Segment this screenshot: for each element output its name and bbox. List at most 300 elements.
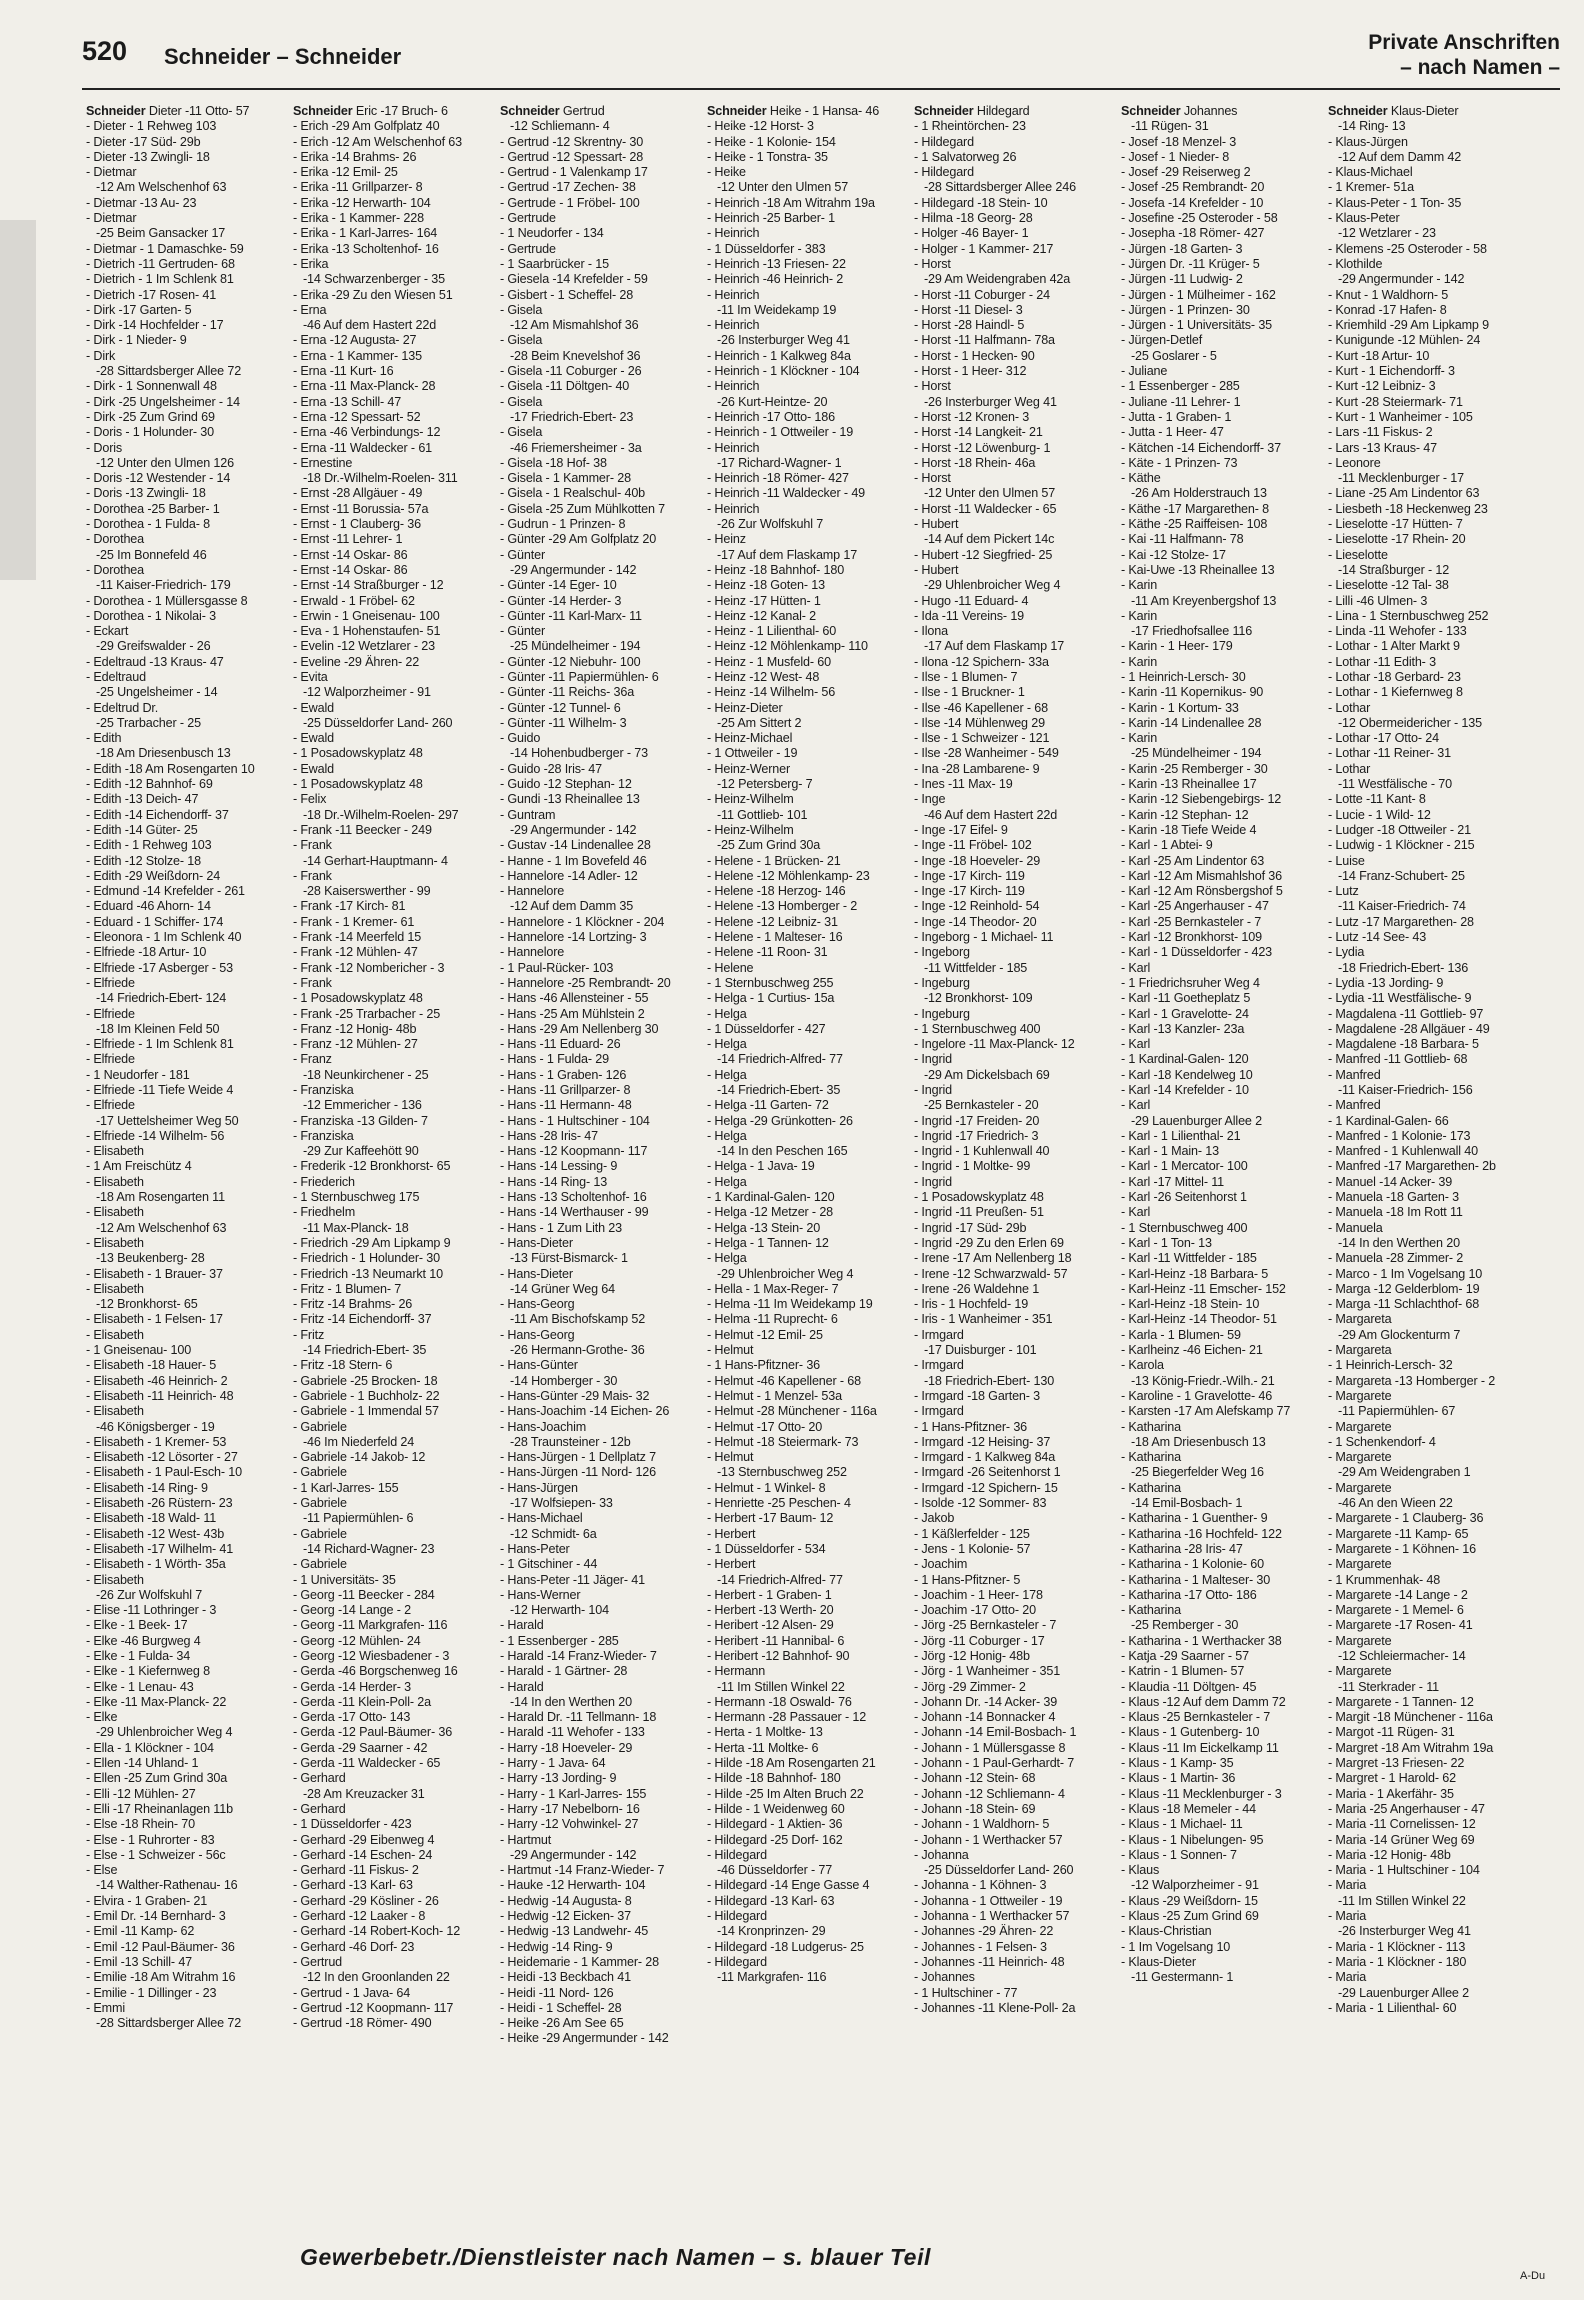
directory-entry	[1121, 1221, 1321, 1236]
directory-entry	[1328, 226, 1528, 241]
entry-text: - Erika -14 Brahms- 26	[293, 149, 417, 164]
directory-entry	[1121, 119, 1321, 134]
directory-entry	[500, 746, 700, 761]
directory-entry	[707, 1557, 907, 1572]
entry-text: - Hans-Jürgen - 1 Dellplatz 7	[500, 1450, 656, 1465]
entry-text: - Franz	[293, 1052, 332, 1067]
entry-text: -25 Bernkasteler - 20	[924, 1098, 1039, 1113]
directory-entry	[1121, 303, 1321, 318]
entry-text: - Kriemhild -29 Am Lipkamp 9	[1328, 318, 1489, 333]
entry-text: - Margret - 1 Harold- 62	[1328, 1771, 1456, 1786]
directory-entry	[707, 1236, 907, 1251]
entry-text: - Lutz -17 Margarethen- 28	[1328, 914, 1474, 929]
directory-entry	[293, 486, 493, 501]
entry-text: - Hildegard	[914, 165, 974, 180]
entry-text: - Manfred -11 Gottlieb- 68	[1328, 1052, 1468, 1067]
entry-text: - Karl	[1121, 1205, 1151, 1220]
directory-entry	[500, 1159, 700, 1174]
entry-text: - Margarete - 1 Tannen- 12	[1328, 1694, 1474, 1709]
directory-entry	[1328, 1695, 1528, 1710]
entry-text: - Ilse - 1 Blumen- 7	[914, 669, 1018, 684]
entry-text: - Johann -18 Stein- 69	[914, 1801, 1036, 1816]
entry-text: - Helmut -17 Otto- 20	[707, 1419, 823, 1434]
directory-entry	[1121, 961, 1321, 976]
directory-entry	[707, 1404, 907, 1419]
directory-entry	[500, 1986, 700, 2001]
directory-entry	[293, 1374, 493, 1389]
directory-entry	[707, 1802, 907, 1817]
entry-text: - Elli -12 Mühlen- 27	[86, 1786, 196, 1801]
entry-text: - Elke -46 Burgweg 4	[86, 1633, 201, 1648]
directory-entry	[1328, 930, 1528, 945]
entry-text: -14 Auf dem Pickert 14c	[924, 532, 1055, 547]
directory-entry	[1328, 1863, 1528, 1878]
directory-entry	[86, 945, 286, 960]
directory-entry	[914, 945, 1114, 960]
directory-entry	[293, 1511, 493, 1526]
directory-entry	[293, 502, 493, 517]
directory-entry	[500, 1450, 700, 1465]
entry-text: - Ilse -14 Mühlenweg 29	[914, 715, 1045, 730]
directory-entry	[1328, 1175, 1528, 1190]
entry-text: - Gerda -29 Saarner - 42	[293, 1740, 428, 1755]
directory-entry	[1328, 2001, 1528, 2016]
entry-text: -14 Friedrich-Alfred- 77	[717, 1052, 843, 1067]
directory-entry	[914, 395, 1114, 410]
entry-text: - Ingrid -11 Preußen- 51	[914, 1205, 1044, 1220]
directory-entry	[707, 777, 907, 792]
entry-text: - Margarete	[1328, 1664, 1392, 1679]
directory-entry	[914, 701, 1114, 716]
directory-entry	[1328, 272, 1528, 287]
directory-entry	[293, 1068, 493, 1083]
entry-text: - Ernst -14 Straßburger - 12	[293, 578, 444, 593]
entry-text: - Klaus-Jürgen	[1328, 134, 1408, 149]
directory-entry	[1328, 257, 1528, 272]
entry-text: - Kai -11 Halfmann- 78	[1121, 532, 1244, 547]
entry-text: -46 Im Niederfeld 24	[303, 1434, 415, 1449]
directory-entry	[707, 1848, 907, 1863]
entry-text: - Friedrich - 1 Holunder- 30	[293, 1251, 440, 1266]
directory-entry	[914, 471, 1114, 486]
directory-entry	[293, 1527, 493, 1542]
entry-text: - Lieselotte -17 Rhein- 20	[1328, 532, 1466, 547]
entry-text: -28 Sittardsberger Allee 72	[96, 2016, 242, 2031]
entry-text: -28 Sittardsberger Allee 72	[96, 364, 242, 379]
directory-entry	[500, 1496, 700, 1511]
directory-entry	[707, 594, 907, 609]
entry-text: - Joachim	[914, 1557, 968, 1572]
entry-text: - Hans-Jürgen -11 Nord- 126	[500, 1465, 657, 1480]
entry-text: - Dirk -25 Ungelsheimer - 14	[86, 394, 240, 409]
section-title-line2: – nach Namen –	[1400, 56, 1560, 79]
directory-entry	[1328, 1710, 1528, 1725]
entry-text: - Lothar - 1 Kiefernweg 8	[1328, 685, 1463, 700]
entry-text: - Lothar -11 Edith- 3	[1328, 654, 1436, 669]
directory-entry	[293, 961, 493, 976]
directory-entry	[293, 976, 493, 991]
entry-text: - Ingelore -11 Max-Planck- 12	[914, 1037, 1075, 1052]
entry-text: -18 Am Rosengarten 11	[96, 1190, 225, 1205]
entry-text: - Hans -11 Hermann- 48	[500, 1098, 632, 1113]
directory-entry	[500, 594, 700, 609]
entry-text: - Elfriede -17 Asberger - 53	[86, 960, 233, 975]
entry-text: -12 Obermeidericher - 135	[1338, 715, 1482, 730]
entry-text: -26 Kurt-Heintze- 20	[717, 394, 828, 409]
entry-text: - Jürgen - 1 Mülheimer - 162	[1121, 287, 1276, 302]
entry-text: - Manfred -17 Margarethen- 2b	[1328, 1159, 1496, 1174]
directory-entry	[293, 823, 493, 838]
directory-entry	[914, 808, 1114, 823]
directory-entry	[500, 242, 700, 257]
directory-entry	[500, 441, 700, 456]
entry-text: -14 Ring- 13	[1338, 119, 1406, 134]
entry-text: - Heinz - 1 Musfeld- 60	[707, 654, 831, 669]
directory-entry	[293, 1741, 493, 1756]
entry-text: -26 Am Holderstrauch 13	[1131, 486, 1267, 501]
directory-entry	[86, 119, 286, 134]
entry-text: - Gertrude	[500, 241, 556, 256]
entry-text: - Eckart	[86, 624, 129, 639]
directory-entry	[1121, 1083, 1321, 1098]
entry-text: - Hans-Georg	[500, 1297, 575, 1312]
directory-entry	[1121, 792, 1321, 807]
entry-text: - Edith	[86, 731, 122, 746]
entry-text: - Heribert -11 Hannibal- 6	[707, 1633, 845, 1648]
directory-entry	[293, 731, 493, 746]
directory-entry	[86, 1527, 286, 1542]
directory-entry	[293, 1557, 493, 1572]
entry-text: - 1 Hans-Pfitzner- 5	[914, 1572, 1021, 1587]
entry-text: - Manfred - 1 Kolonie- 173	[1328, 1128, 1471, 1143]
entry-text: - Kurt - 1 Wanheimer - 105	[1328, 409, 1473, 424]
entry-text: - Lars -11 Fiskus- 2	[1328, 425, 1433, 440]
entry-text: - Erich -29 Am Golfplatz 40	[293, 119, 440, 134]
entry-text: - Margarete - 1 Memel- 6	[1328, 1603, 1464, 1618]
entry-text: - Emil Dr. -14 Bernhard- 3	[86, 1909, 226, 1924]
entry-text: - Gerhard -12 Laaker - 8	[293, 1909, 426, 1924]
surname-heading: Schneider	[293, 104, 353, 118]
entry-text: - Jutta - 1 Graben- 1	[1121, 409, 1232, 424]
directory-entry	[500, 1695, 700, 1710]
entry-text: - Hilde -25 Im Alten Bruch 22	[707, 1786, 864, 1801]
entry-text: - Elisabeth	[86, 1144, 144, 1159]
directory-entry	[707, 655, 907, 670]
entry-text: - Klothilde	[1328, 256, 1383, 271]
directory-entry	[1328, 670, 1528, 685]
directory-entry	[293, 792, 493, 807]
entry-text: -12 Unter den Ulmen 126	[96, 455, 234, 470]
directory-entry	[1121, 1894, 1321, 1909]
entry-text: - Gertrude - 1 Fröbel- 100	[500, 195, 640, 210]
entry-text: - Gisela -11 Döltgen- 40	[500, 379, 630, 394]
directory-entry	[500, 777, 700, 792]
entry-text: -28 Traunsteiner - 12b	[510, 1434, 631, 1449]
directory-entry	[293, 854, 493, 869]
entry-text: - Dorothea	[86, 532, 145, 547]
directory-entry	[707, 808, 907, 823]
directory-entry	[1121, 1542, 1321, 1557]
entry-text: - Hermann	[707, 1664, 766, 1679]
directory-entry	[86, 1511, 286, 1526]
directory-entry	[293, 349, 493, 364]
entry-text: - Karin -25 Remberger - 30	[1121, 761, 1268, 776]
directory-entry	[1121, 180, 1321, 195]
directory-entry	[293, 1481, 493, 1496]
entry-text: - Heike - 1 Tonstra- 35	[707, 149, 828, 164]
directory-entry	[500, 563, 700, 578]
entry-text: - Helga	[707, 1006, 747, 1021]
directory-entry	[500, 1374, 700, 1389]
directory-entry	[707, 1221, 907, 1236]
entry-text: - 1 Sternbuschweg 175	[293, 1190, 420, 1205]
entry-text: - Ewald	[293, 761, 334, 776]
entry-text: - Irmgard	[914, 1358, 964, 1373]
entry-text: -25 Düsseldorfer Land- 260	[303, 715, 453, 730]
directory-entry	[914, 288, 1114, 303]
directory-entry	[1328, 532, 1528, 547]
directory-entry	[1328, 1802, 1528, 1817]
directory-entry	[914, 1741, 1114, 1756]
entry-text: - Elfriede	[86, 1098, 135, 1113]
entry-text: - Lieselotte -17 Hütten- 7	[1328, 517, 1463, 532]
directory-entry	[86, 1955, 286, 1970]
entry-text: -12 Wetzlarer - 23	[1338, 226, 1436, 241]
directory-entry	[1328, 548, 1528, 563]
entry-text: - Herbert - 1 Graben- 1	[707, 1587, 832, 1602]
entry-text: -14 In den Werthen 20	[510, 1694, 632, 1709]
directory-entry	[86, 884, 286, 899]
entry-text: - Klaus - 1 Sonnen- 7	[1121, 1847, 1237, 1862]
entry-text: - Gerda -11 Klein-Poll- 2a	[293, 1694, 431, 1709]
directory-entry	[914, 716, 1114, 731]
directory-entry	[914, 1129, 1114, 1144]
directory-entry	[707, 1068, 907, 1083]
directory-entry	[293, 1007, 493, 1022]
directory-entry	[914, 1083, 1114, 1098]
directory-entry	[707, 1267, 907, 1282]
entry-text: -28 Beim Knevelshof 36	[510, 348, 641, 363]
entry-text: -18 Am Driesenbusch 13	[1131, 1434, 1266, 1449]
directory-entry	[914, 1542, 1114, 1557]
directory-entry	[1121, 594, 1321, 609]
directory-entry	[1121, 1297, 1321, 1312]
directory-entry	[707, 961, 907, 976]
entry-text: - Maria - 1 Akerfähr- 35	[1328, 1786, 1454, 1801]
directory-entry	[707, 670, 907, 685]
directory-entry	[293, 1175, 493, 1190]
directory-entry	[86, 180, 286, 195]
entry-text: -13 Fürst-Bismarck- 1	[510, 1251, 628, 1266]
entry-text: - 1 Ottweiler - 19	[707, 746, 798, 761]
directory-entry	[86, 288, 286, 303]
directory-entry	[1328, 242, 1528, 257]
directory-entry	[914, 196, 1114, 211]
directory-entry	[914, 364, 1114, 379]
directory-entry	[914, 1343, 1114, 1358]
directory-entry	[293, 670, 493, 685]
directory-entry	[293, 1771, 493, 1786]
directory-entry	[293, 1573, 493, 1588]
entry-text: - Jörg -11 Coburger - 17	[914, 1633, 1045, 1648]
entry-text: - Lucie - 1 Wild- 12	[1328, 807, 1431, 822]
entry-text: - Helmut -12 Emil- 25	[707, 1327, 823, 1342]
directory-entry	[293, 1634, 493, 1649]
entry-text: - Edeltrud Dr.	[86, 700, 159, 715]
entry-text: - Lutz	[1328, 884, 1359, 899]
directory-entry	[914, 1664, 1114, 1679]
directory-entry	[86, 1787, 286, 1802]
entry-text: - Ilse -28 Wanheimer - 549	[914, 746, 1059, 761]
directory-entry	[1328, 1573, 1528, 1588]
entry-text: - Edith -12 Stolze- 18	[86, 853, 202, 868]
directory-entry	[707, 1358, 907, 1373]
entry-text: -14 In den Peschen 165	[717, 1144, 848, 1159]
directory-entry	[86, 1603, 286, 1618]
directory-entry	[914, 624, 1114, 639]
entry-text: - Helga	[707, 1037, 747, 1052]
entry-text: - Karl -18 Kendelweg 10	[1121, 1067, 1253, 1082]
entry-text: - Juliane	[1121, 364, 1168, 379]
directory-entry	[707, 1863, 907, 1878]
directory-entry	[86, 762, 286, 777]
directory-entry	[86, 685, 286, 700]
entry-text: - Hans-Günter	[500, 1358, 578, 1373]
directory-entry	[500, 1052, 700, 1067]
directory-entry	[86, 746, 286, 761]
directory-entry	[293, 456, 493, 471]
directory-entry	[293, 1144, 493, 1159]
entry-text: - Hannelore -14 Adler- 12	[500, 868, 638, 883]
entry-text: - Lothar -18 Gerbard- 23	[1328, 669, 1461, 684]
entry-text: - Ingrid	[914, 1052, 952, 1067]
directory-entry	[1121, 1940, 1321, 1955]
directory-entry	[293, 1863, 493, 1878]
entry-text: - Hanne - 1 Im Bovefeld 46	[500, 853, 647, 868]
directory-entry	[914, 594, 1114, 609]
entry-text: - Helmut -28 Münchener - 116a	[707, 1404, 877, 1419]
surname-heading: Schneider	[914, 104, 974, 118]
directory-entry	[86, 1374, 286, 1389]
directory-entry	[500, 578, 700, 593]
directory-entry	[1328, 762, 1528, 777]
entry-text: - Lars -13 Kraus- 47	[1328, 440, 1437, 455]
entry-text: - Lotte -11 Kant- 8	[1328, 792, 1426, 807]
directory-entry	[500, 395, 700, 410]
directory-entry	[500, 288, 700, 303]
directory-entry	[293, 991, 493, 1006]
entry-text: - Katharina	[1121, 1450, 1181, 1465]
directory-entry	[500, 1129, 700, 1144]
directory-entry	[1121, 425, 1321, 440]
directory-entry	[1328, 1588, 1528, 1603]
entry-text: - Gerda -12 Paul-Bäumer- 36	[293, 1725, 453, 1740]
entry-text: - Manfred	[1328, 1098, 1381, 1113]
directory-entry	[500, 1343, 700, 1358]
entry-text: - Edmund -14 Krefelder - 261	[86, 884, 245, 899]
entry-text: - Heinrich	[707, 226, 760, 241]
entry-text: - Georg -11 Beecker - 284	[293, 1587, 435, 1602]
entry-text: - Gerhard -14 Eschen- 24	[293, 1847, 433, 1862]
directory-entry	[914, 242, 1114, 257]
directory-entry	[86, 716, 286, 731]
directory-entry	[1328, 502, 1528, 517]
entry-text: - Maria -14 Grüner Weg 69	[1328, 1832, 1475, 1847]
directory-entry	[914, 823, 1114, 838]
directory-entry	[500, 425, 700, 440]
entry-text: - Elise -11 Lothringer - 3	[86, 1603, 217, 1618]
entry-text: - Maria -11 Cornelissen- 12	[1328, 1817, 1476, 1832]
entry-text: - Karl -17 Mittel- 11	[1121, 1174, 1224, 1189]
entry-text: Gertrud	[562, 104, 605, 118]
directory-entry	[500, 762, 700, 777]
directory-column	[707, 104, 907, 2224]
directory-column	[1328, 104, 1528, 2224]
directory-entry	[86, 1465, 286, 1480]
directory-entry	[86, 257, 286, 272]
directory-entry	[1328, 746, 1528, 761]
directory-entry	[707, 1741, 907, 1756]
directory-entry	[293, 425, 493, 440]
directory-entry	[1328, 1144, 1528, 1159]
directory-entry	[500, 991, 700, 1006]
entry-text: - Klaus-Michael	[1328, 165, 1413, 180]
directory-entry	[293, 272, 493, 287]
directory-entry	[500, 1435, 700, 1450]
entry-text: - Kai -12 Stolze- 17	[1121, 547, 1226, 562]
entry-text: - Jörg -25 Bernkasteler - 7	[914, 1618, 1057, 1633]
entry-text: - 1 Essenberger - 285	[1121, 379, 1240, 394]
entry-text: - Doris -12 Westender - 14	[86, 471, 231, 486]
entry-text: - Hans -13 Scholtenhof- 16	[500, 1190, 647, 1205]
directory-entry	[914, 1389, 1114, 1404]
entry-text: - Horst - 1 Hecken- 90	[914, 348, 1035, 363]
entry-text: - Dorothea - 1 Müllersgasse 8	[86, 593, 248, 608]
entry-text: - Harry - 1 Karl-Jarres- 155	[500, 1786, 647, 1801]
entry-text: - Emil -11 Kamp- 62	[86, 1924, 195, 1939]
directory-entry	[707, 502, 907, 517]
entry-text: - Horst -12 Kronen- 3	[914, 409, 1030, 424]
entry-text: - 1 Posadowskyplatz 48	[914, 1190, 1044, 1205]
directory-entry	[293, 303, 493, 318]
entry-text: - Karl-Heinz -11 Emscher- 152	[1121, 1281, 1286, 1296]
entry-text: -11 Kaiser-Friedrich- 179	[96, 578, 231, 593]
directory-entry	[914, 410, 1114, 425]
entry-text: - Maria - 1 Klöckner - 113	[1328, 1939, 1466, 1954]
entry-text: - Konrad -17 Hafen- 8	[1328, 302, 1447, 317]
directory-entry	[500, 1312, 700, 1327]
entry-text: - Katharina - 1 Kolonie- 60	[1121, 1557, 1264, 1572]
directory-entry	[914, 1756, 1114, 1771]
directory-entry	[1328, 685, 1528, 700]
directory-entry	[1121, 1282, 1321, 1297]
entry-text: - Horst -11 Diesel- 3	[914, 302, 1023, 317]
directory-entry	[707, 1680, 907, 1695]
entry-text: -17 Friedhofsallee 116	[1131, 624, 1253, 639]
directory-entry	[1121, 379, 1321, 394]
entry-text: - Käthe -17 Margarethen- 8	[1121, 501, 1270, 516]
directory-entry	[293, 869, 493, 884]
entry-text: - Hubert -12 Siegfried- 25	[914, 547, 1053, 562]
directory-entry	[1328, 1282, 1528, 1297]
entry-text: - Doris - 1 Holunder- 30	[86, 425, 214, 440]
entry-text: - Heinrich -18 Römer- 427	[707, 471, 849, 486]
entry-text: - Margot -11 Rügen- 31	[1328, 1725, 1455, 1740]
entry-text: - Hubert	[914, 517, 959, 532]
entry-text: - Lothar	[1328, 700, 1371, 715]
directory-entry	[293, 150, 493, 165]
entry-text: - Ella - 1 Klöckner - 104	[86, 1740, 214, 1755]
